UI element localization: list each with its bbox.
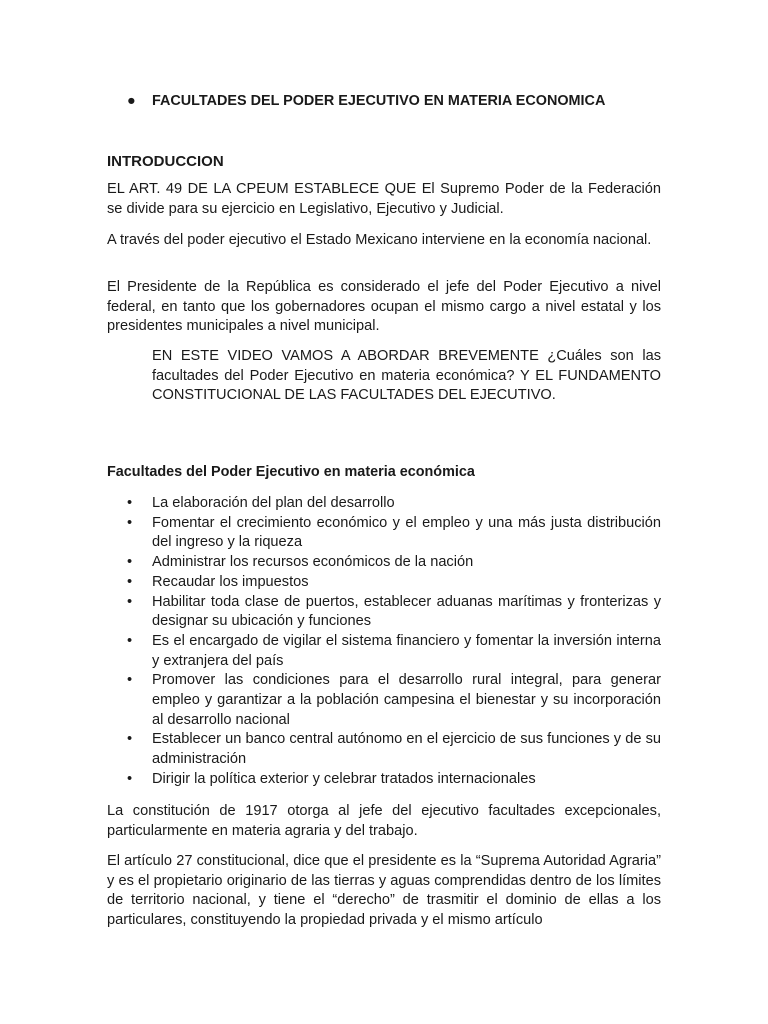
list-item: • Recaudar los impuestos — [107, 573, 661, 593]
bullet-icon: • — [127, 731, 133, 748]
bullet-icon: • — [127, 554, 133, 571]
closing-paragraph-2 — [107, 852, 661, 930]
bullet-icon: • — [127, 514, 133, 531]
facultades-list — [107, 494, 661, 790]
list-item: • Administrar los recursos económicos de la nación — [107, 553, 661, 573]
bullet-icon: • — [127, 770, 133, 787]
list-item: • Dirigir la política exterior y celebrar tratados internacionales — [107, 770, 661, 790]
paragraph-text: EL ART. 49 DE LA CPEUM ESTABLECE QUE El Supremo Poder de la Federación se divide para su ejercicio en Legislativo, Ejecutivo y Judicial. — [107, 181, 661, 217]
video-note-paragraph — [152, 347, 661, 406]
list-item: • Habilitar toda clase de puertos, establecer aduanas marítimas y fronterizas y designar su ubicación y funciones — [127, 593, 661, 630]
intro-paragraph-2 — [107, 231, 661, 251]
list-item: • Fomentar el crecimiento económico y el empleo y una más justa distribución del ingreso y la riqueza — [127, 514, 661, 551]
paragraph-text: El Presidente de la República es considerado el jefe del Poder Ejecutivo a nivel federal, en tanto que los gobernadores ocupan el mismo cargo a nivel estatal y los presidentes municipales a nivel municipal. — [107, 279, 661, 334]
document-title-text: FACULTADES DEL PODER EJECUTIVO EN MATERIA ECONOMICA — [152, 93, 606, 109]
list-item: • Promover las condiciones para el desarrollo rural integral, para generar empleo y garantizar a la población campesina el bienestar y su incorporación al desarrollo nacional — [127, 672, 661, 728]
paragraph-text: A través del poder ejecutivo el Estado Mexicano interviene en la economía nacional. — [107, 232, 652, 248]
bullet-icon: • — [127, 593, 133, 610]
list-item: • La elaboración del plan del desarrollo — [107, 494, 661, 514]
list-item: • Establecer un banco central autónomo en el ejercicio de sus funciones y de su administración — [127, 731, 661, 768]
closing-paragraph-1 — [107, 802, 661, 841]
paragraph-text: El artículo 27 constitucional, dice que el presidente es la “Suprema Autoridad Agraria” y es el propietario originario de las tierras y aguas comprendidas dentro de los límites de territorio nacional, y tiene el “derecho” de trasmitir el dominio de ellas a los particulares, constituyendo la propiedad privada y el mismo artículo — [107, 853, 661, 928]
intro-heading: INTRODUCCION — [107, 153, 224, 170]
bullet-icon: • — [127, 632, 133, 649]
paragraph-text: La constitución de 1917 otorga al jefe del ejecutivo facultades excepcionales, particularmente en materia agraria y del trabajo. — [107, 803, 661, 839]
bullet-icon: • — [127, 573, 133, 590]
bullet-icon: ● — [127, 93, 136, 109]
paragraph-text: EN ESTE VIDEO VAMOS A ABORDAR BREVEMENTE ¿Cuáles son las facultades del Poder Ejecutivo en materia económica? Y EL FUNDAMENTO CONSTITUCIONAL DE LAS FACULTADES DEL EJECUTIVO. — [152, 348, 661, 403]
bullet-icon: • — [127, 495, 133, 511]
section-heading: Facultades del Poder Ejecutivo en materia económica — [107, 464, 475, 480]
list-item: • Es el encargado de vigilar el sistema financiero y fomentar la inversión interna y extranjera del país — [127, 632, 661, 669]
bullet-icon: • — [127, 672, 133, 689]
intro-paragraph-3 — [107, 278, 661, 337]
intro-paragraph-1 — [107, 180, 661, 219]
